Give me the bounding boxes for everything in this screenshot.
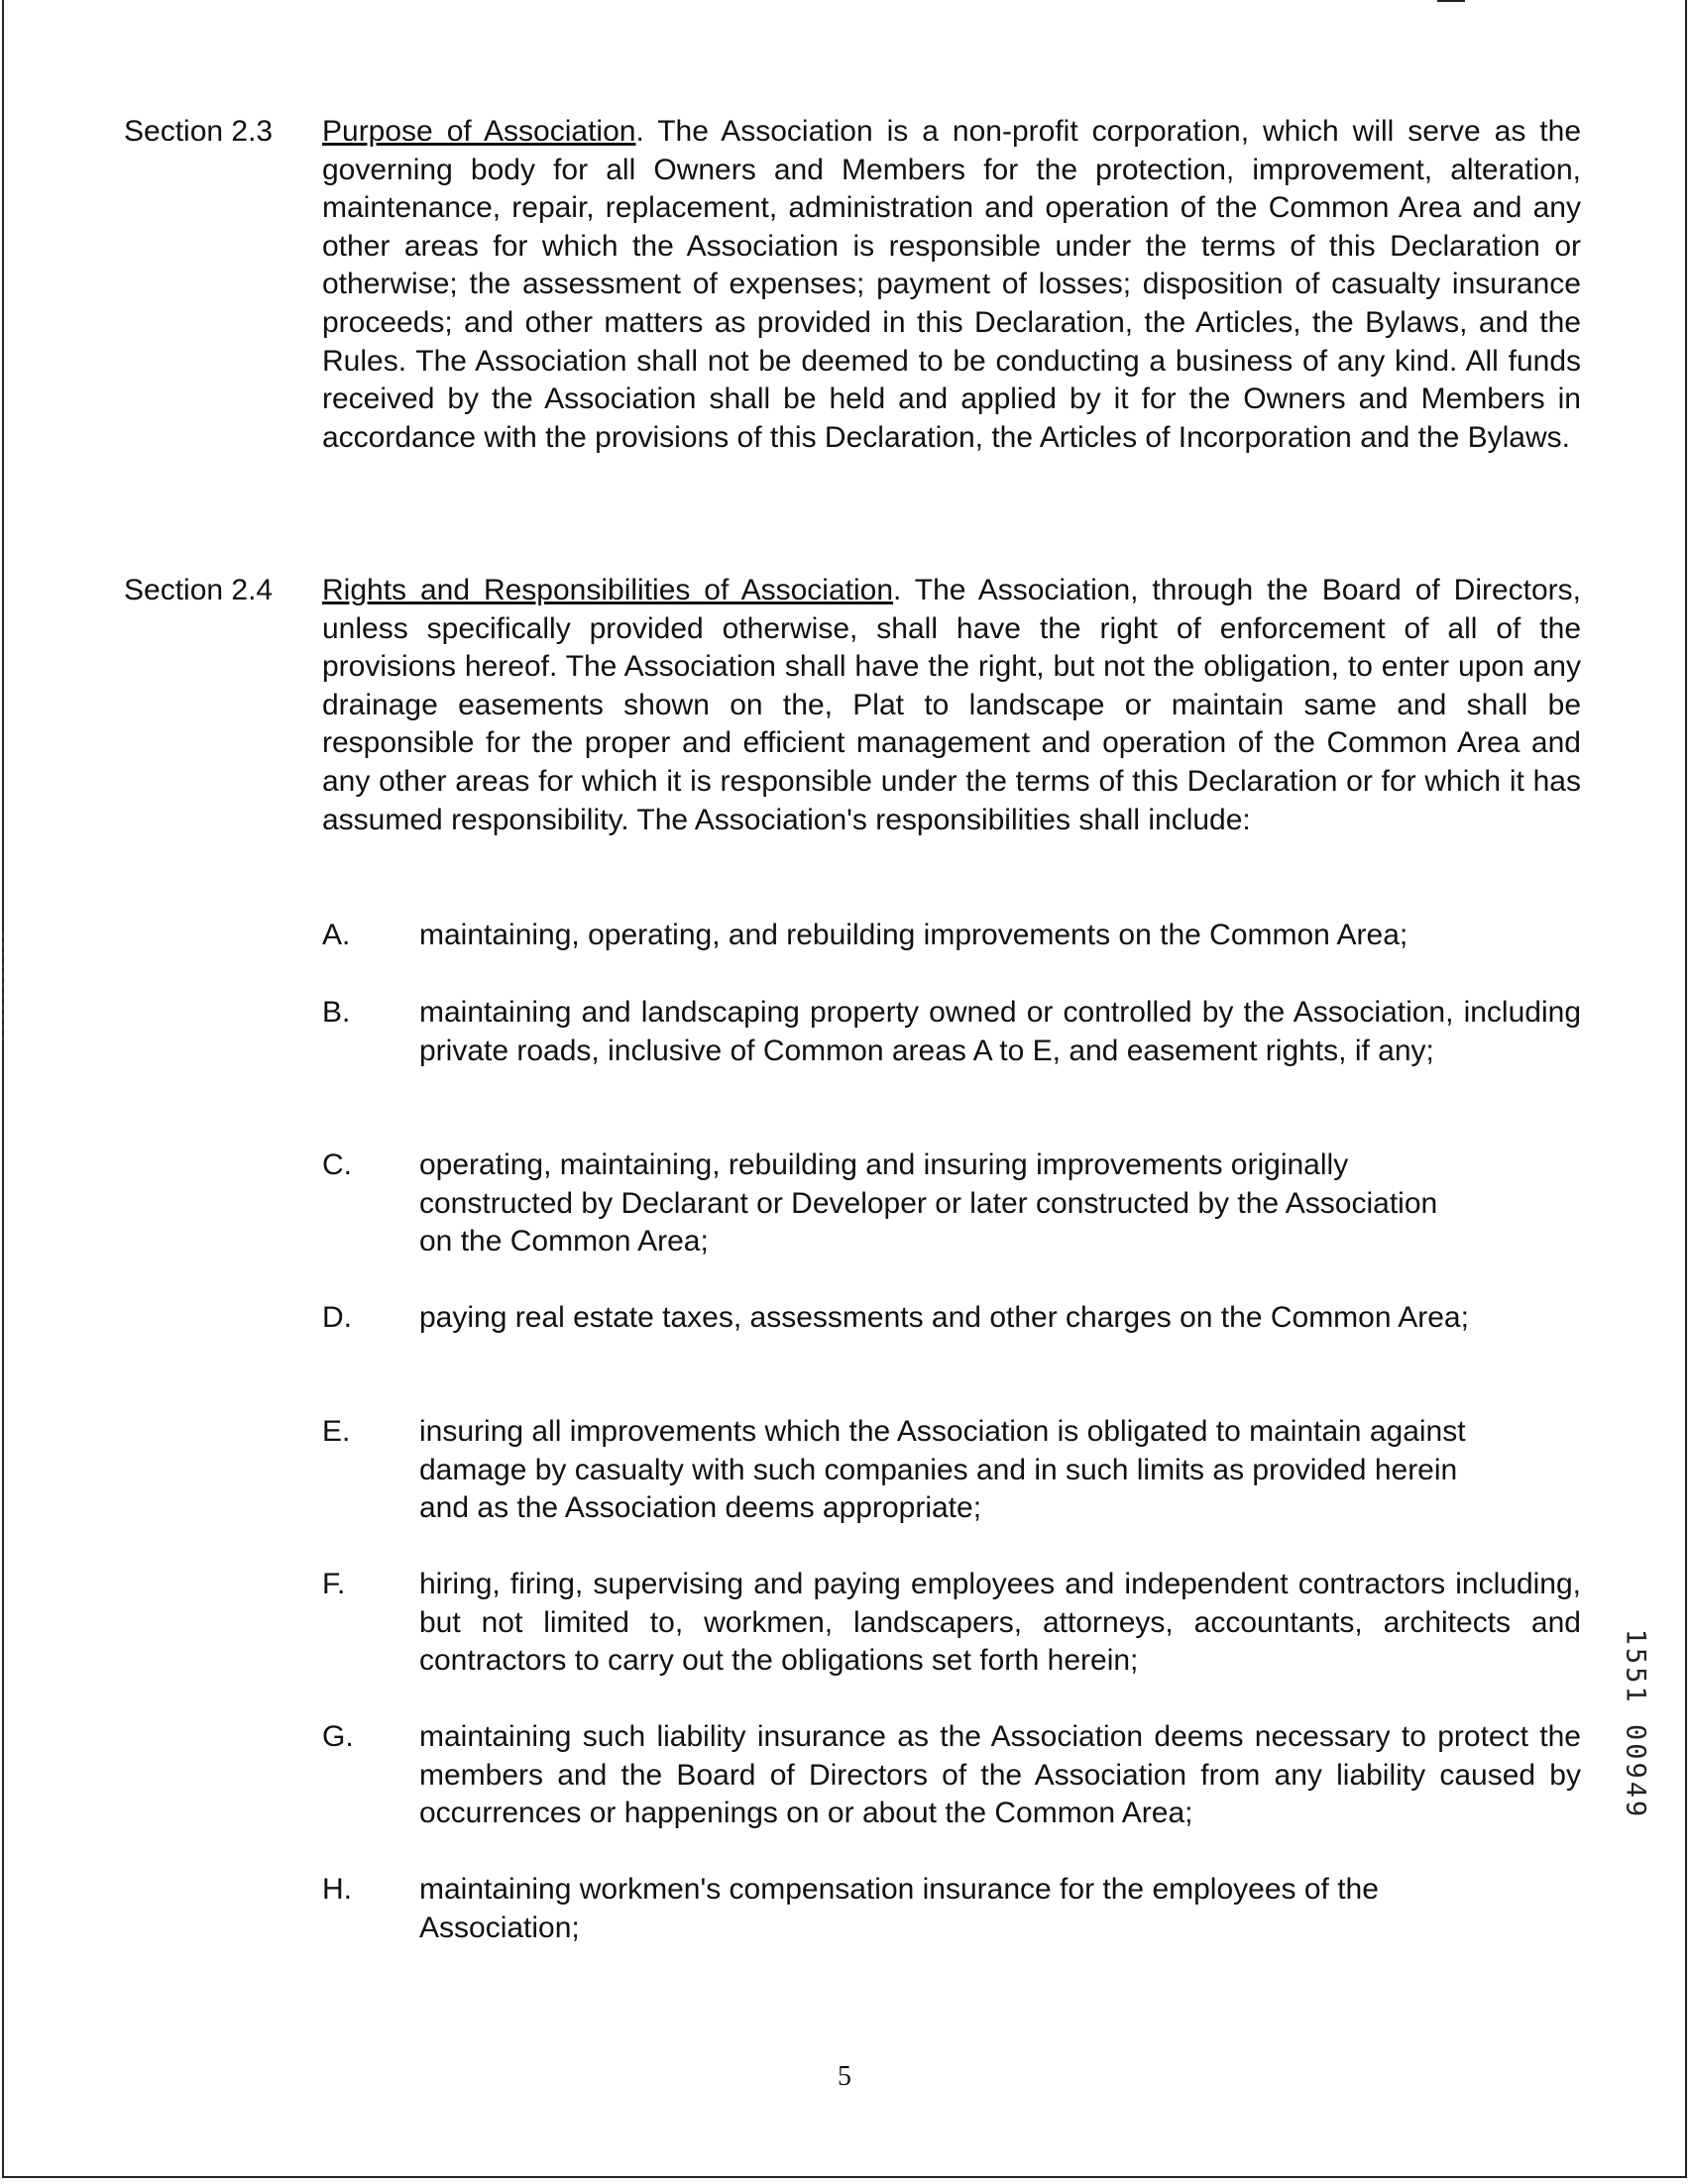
list-item-text: maintaining workmen's compensation insurance for the employees of the Association; [419,1873,1379,1944]
list-item-text: paying real estate taxes, assessments and other charges on the Common Area; [419,1301,1469,1334]
section-text: . The Association, through the Board of Directors, unless specifically provided otherwise, shall have the right of enforcement of all of the provisions hereof. The Association shall have the right, but not the obligation, to enter upon any drainage easements shown on the, Plat to landscape or maintain same and shall be responsible for the proper and efficient management and operation of the Common Area and any other areas for which it is responsible under the terms of this Declaration or for which it has assumed responsibility. The Association's responsibilities shall include: [322,574,1581,836]
list-item-e [322,1413,1581,1528]
side-stamp [1616,1595,1655,1853]
list-item-a [322,917,1581,955]
side-stamp-text: 1551 00949 [1620,1628,1651,1820]
list-item-c [322,1147,1581,1261]
section-label: Section 2.3 [124,115,274,148]
section-2-3 [124,113,1581,457]
list-item-h [322,1871,1581,1947]
list-item-text: maintaining such liability insurance as the Association deems necessary to protect the members and the Board of Directors of the Association from any liability caused by occurrences or happenings on or about the Common Area; [419,1720,1581,1830]
list-item-letter: E. [322,1415,351,1448]
list-item-f [322,1566,1581,1681]
list-item-letter: A. [322,919,351,951]
section-label: Section 2.4 [124,574,274,606]
list-item-g [322,1718,1581,1833]
section-text: . The Association is a non-profit corporation, which will serve as the governing body for all Owners and Members for the protection, improvement, alteration, maintenance, repair, replacement, administration and operation of the Common Area and any other areas for which the Association is responsible under the terms of this Declaration or otherwise; the assessment of expenses; payment of losses; disposition of casualty insurance proceeds; and other matters as provided in this Declaration, the Articles, the Bylaws, and the Rules. The Association shall not be deemed to be conducting a business of any kind. All funds received by the Association shall be held and applied by it for the Owners and Members in accordance with the provisions of this Declaration, the Articles of Incorporation and the Bylaws. [322,115,1581,454]
section-heading: Purpose of Association [322,115,636,148]
list-item-letter: G. [322,1720,354,1753]
list-item-d [322,1299,1581,1338]
list-item-letter: F. [322,1568,346,1600]
list-item-text: insuring all improvements which the Association is obligated to maintain against damage by casualty with such companies and in such limits as provided herein and as the Association deems appropriate; [419,1415,1466,1525]
list-item-letter: B. [322,996,351,1029]
list-item-letter: D. [322,1301,352,1334]
list-item-text: operating, maintaining, rebuilding and insuring improvements originally constructed by Declarant or Developer or later constructed by the Association on the Common Area; [419,1148,1438,1258]
list-item-text: hiring, firing, supervising and paying employees and independent contractors including, but not limited to, workmen, landscapers, attorneys, accountants, architects and contractors to carry out the obligations set forth herein; [419,1568,1581,1678]
list-item-letter: C. [322,1148,352,1181]
section-2-4 [124,572,1581,839]
list-item-b [322,994,1581,1070]
section-body [322,572,1581,839]
top-edge-mark [1437,0,1465,2]
page-number: 5 [838,2061,851,2092]
list-item-text: maintaining, operating, and rebuilding improvements on the Common Area; [419,919,1408,951]
left-edge-scan-mark [2,931,7,1040]
list-item-text: maintaining and landscaping property owned or controlled by the Association, including private roads, inclusive of Common areas A to E, and easement rights, if any; [419,996,1581,1067]
section-body [322,113,1581,457]
list-item-letter: H. [322,1873,352,1906]
section-heading: Rights and Responsibilities of Association [322,574,894,606]
